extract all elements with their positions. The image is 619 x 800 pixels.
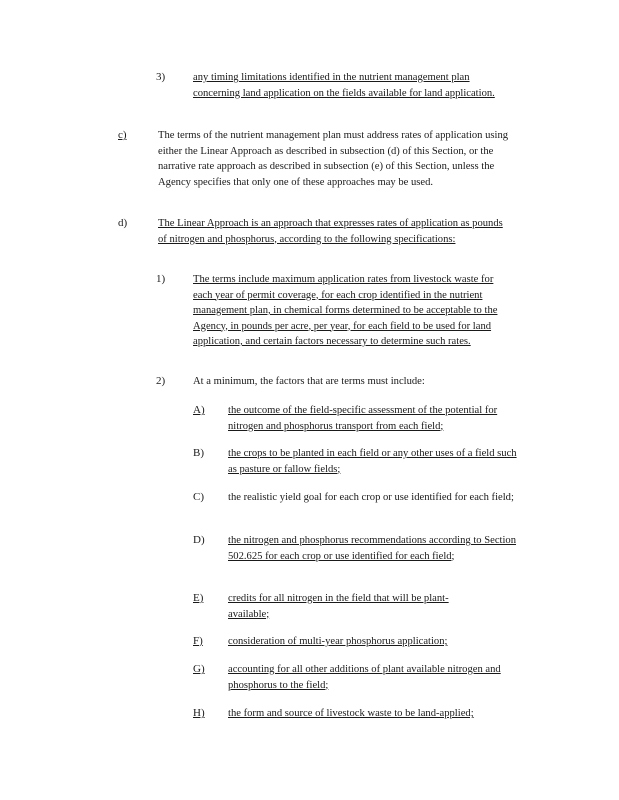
item-label: 2) <box>156 375 166 387</box>
item-label: H) <box>193 707 205 719</box>
item-label: C) <box>193 491 204 503</box>
item-label: A) <box>193 404 205 416</box>
item-label: F) <box>193 635 203 647</box>
item-label: 1) <box>156 273 166 285</box>
item-label: G) <box>193 663 205 675</box>
item-label: E) <box>193 592 204 604</box>
item-label: B) <box>193 447 204 459</box>
item-text: the outcome of the field-specific assessment of the potential for nitrogen and phosphorus transport from each field; <box>228 405 498 432</box>
item-text: The terms include maximum application rates from livestock waste for each year of permit coverage, for each crop identified in the nutrient management plan, in chemical forms determined to be acceptable to the Agency, in pounds per acre, per year, for each field to be used for land application, and certain factors necessary to determine such rates. <box>193 274 498 347</box>
item-text: The Linear Approach is an approach that expresses rates of application as pounds of nitrogen and phosphorus, according to the following specifications: <box>158 218 503 245</box>
item-text: credits for all nitrogen in the field that will be plant-available; <box>228 593 449 620</box>
item-text: the realistic yield goal for each crop or use identified for each field; <box>228 492 514 503</box>
item-text: accounting for all other additions of plant available nitrogen and phosphorus to the field; <box>228 664 501 691</box>
item-text: consideration of multi-year phosphorus application; <box>228 636 448 647</box>
item-label: D) <box>193 534 205 546</box>
item-label: c) <box>118 129 127 141</box>
item-label: d) <box>118 217 128 229</box>
item-text: The terms of the nutrient management plan must address rates of application using either the Linear Approach as described in subsection (d) of this Section, or the narrative rate approach as described in subsection (e) of this Section, unless the Agency specifies that only one of these approaches may be used. <box>158 130 509 188</box>
item-text: the nitrogen and phosphorus recommendations according to Section 502.625 for each crop or use identified for each field; <box>228 535 517 562</box>
item-text: any timing limitations identified in the nutrient management plan concerning land application on the fields available for land application. <box>193 72 495 99</box>
item-text: the form and source of livestock waste to be land-applied; <box>228 708 474 719</box>
item-text: the crops to be planted in each field or any other uses of a field such as pasture or fallow fields; <box>228 448 517 475</box>
item-text: At a minimum, the factors that are terms must include: <box>193 376 425 387</box>
item-label: 3) <box>156 71 166 83</box>
